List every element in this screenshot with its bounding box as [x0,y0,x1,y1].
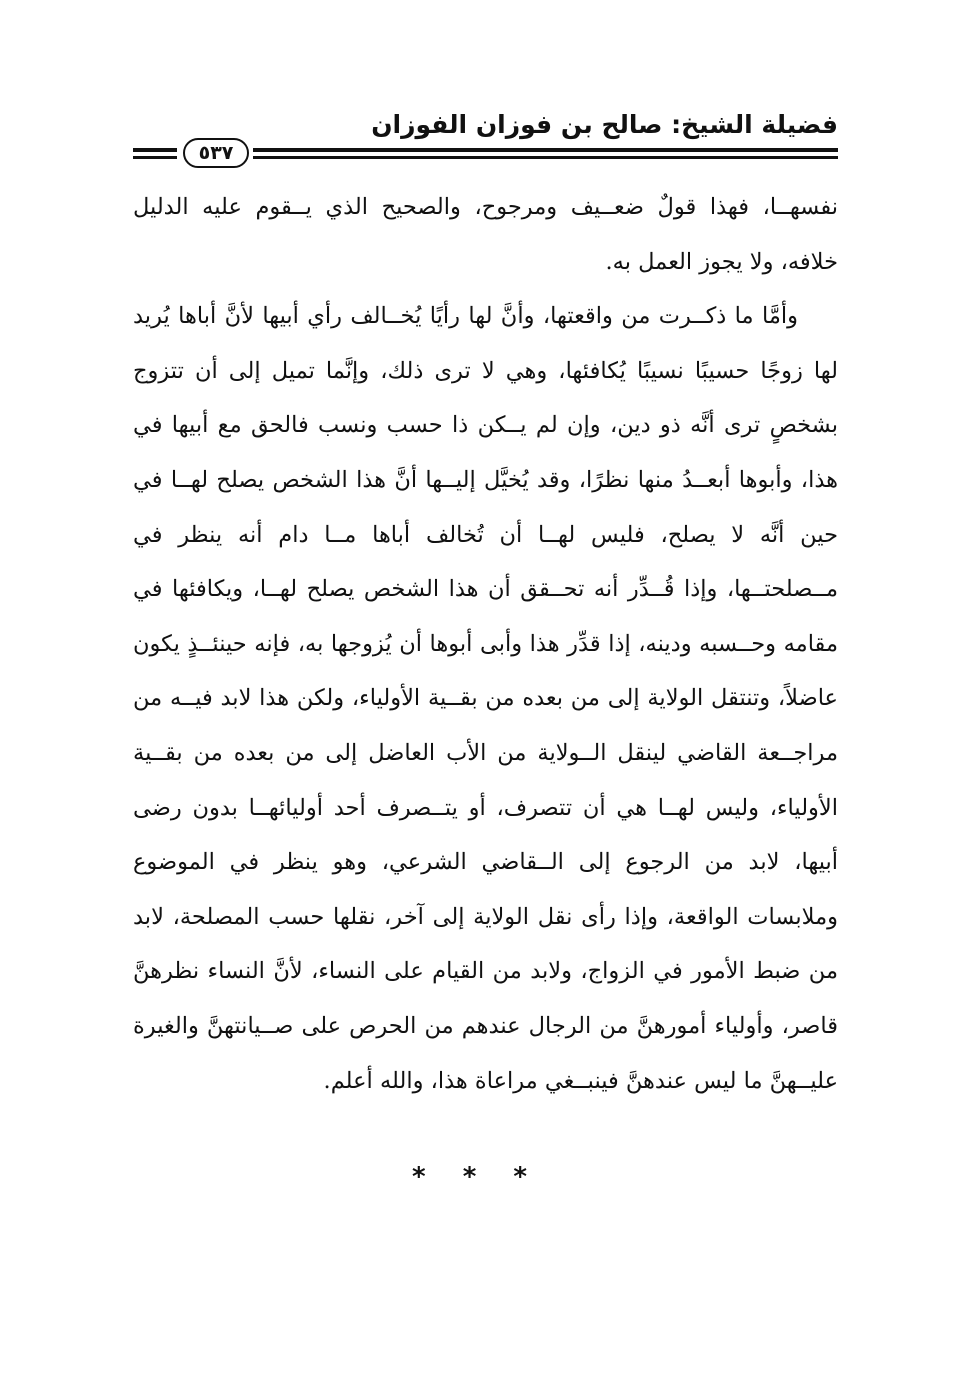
header-rule-short-thin [133,156,177,159]
paragraph-1: نفسهــا، فهذا قولٌ ضعــيف ومرجوح، والصحيح الذي يــقوم عليه الدليل خلافه، ولا يجوز العمل به. [133,194,838,275]
header-rule-thin [253,156,838,159]
running-title: فضيلة الشيخ: صالح بن فوزان الفوزان [371,110,838,139]
header-rule-thick [253,148,838,152]
section-separator: * * * [412,1162,541,1192]
paragraph-2: وأمَّا ما ذكــرت من واقعتها، وأنَّ لها رأيًا يُخــالف رأي أبيها لأنَّ أباها يُريد لها زوجًا حسيبًا نسيبًا يُكافئها، وهي لا ترى ذلك، وإنَّما تميل إلى أن تتزوج بشخصٍ ترى أنَّه ذو دين، وإن لم يــكن ذا حسب ونسب فالحق مع أبيها في هذا، وأبوها أبعــدُ منها نظرًا، وقد يُخيَّل إليــها أنَّ هذا الشخص يصلح لهــا في حين أنَّه لا يصلح، فليس لهــا أن تُخالف أباها مــا دام أنه ينظر في مــصلحتــها، وإذا قُــدِّر أنه تحــقق أن هذا الشخص يصلح لهــا، ويكافئها في مقامه وحــسبه ودينه، إذا قدِّر هذا وأبى أبوها أن يُزوجها به، فإنه حينئــذٍ يكون عاضلاً، وتنتقل الولاية إلى من بعده من بقــية الأولياء، ولكن هذا لابد فيــه من مراجــعة القاضي لينقل الــولاية من الأب العاضل إلى من بعده من بقــية الأولياء، وليس لهــا هي أن تتصرف، أو يتــصرف أحد أوليائهــا بدون رضى أبيها، لابد من الرجوع إلى الــقاضي الشرعي، وهو ينظر في الموضوع وملابسات الواقعة، وإذا رأى نقل الولاية إلى آخر، نقلها حسب المصلحة، لابد من ضبط الأمور في الزواج، ولابد من القيام على النساء، لأنَّ النساء نظرهنَّ قاصر، وأولياء أمورهنَّ من الرجال عندهم من الحرص على صــيانتهنَّ والغيرة عليــهنَّ ما ليس عندهنَّ فينبــغي مراعاة هذا، والله أعلم. [133,303,838,1094]
main-text [133,180,838,1108]
header-rule-short-thick [133,148,177,152]
page-number-badge: ٥٣٧ [183,138,249,168]
page-header [133,108,838,168]
